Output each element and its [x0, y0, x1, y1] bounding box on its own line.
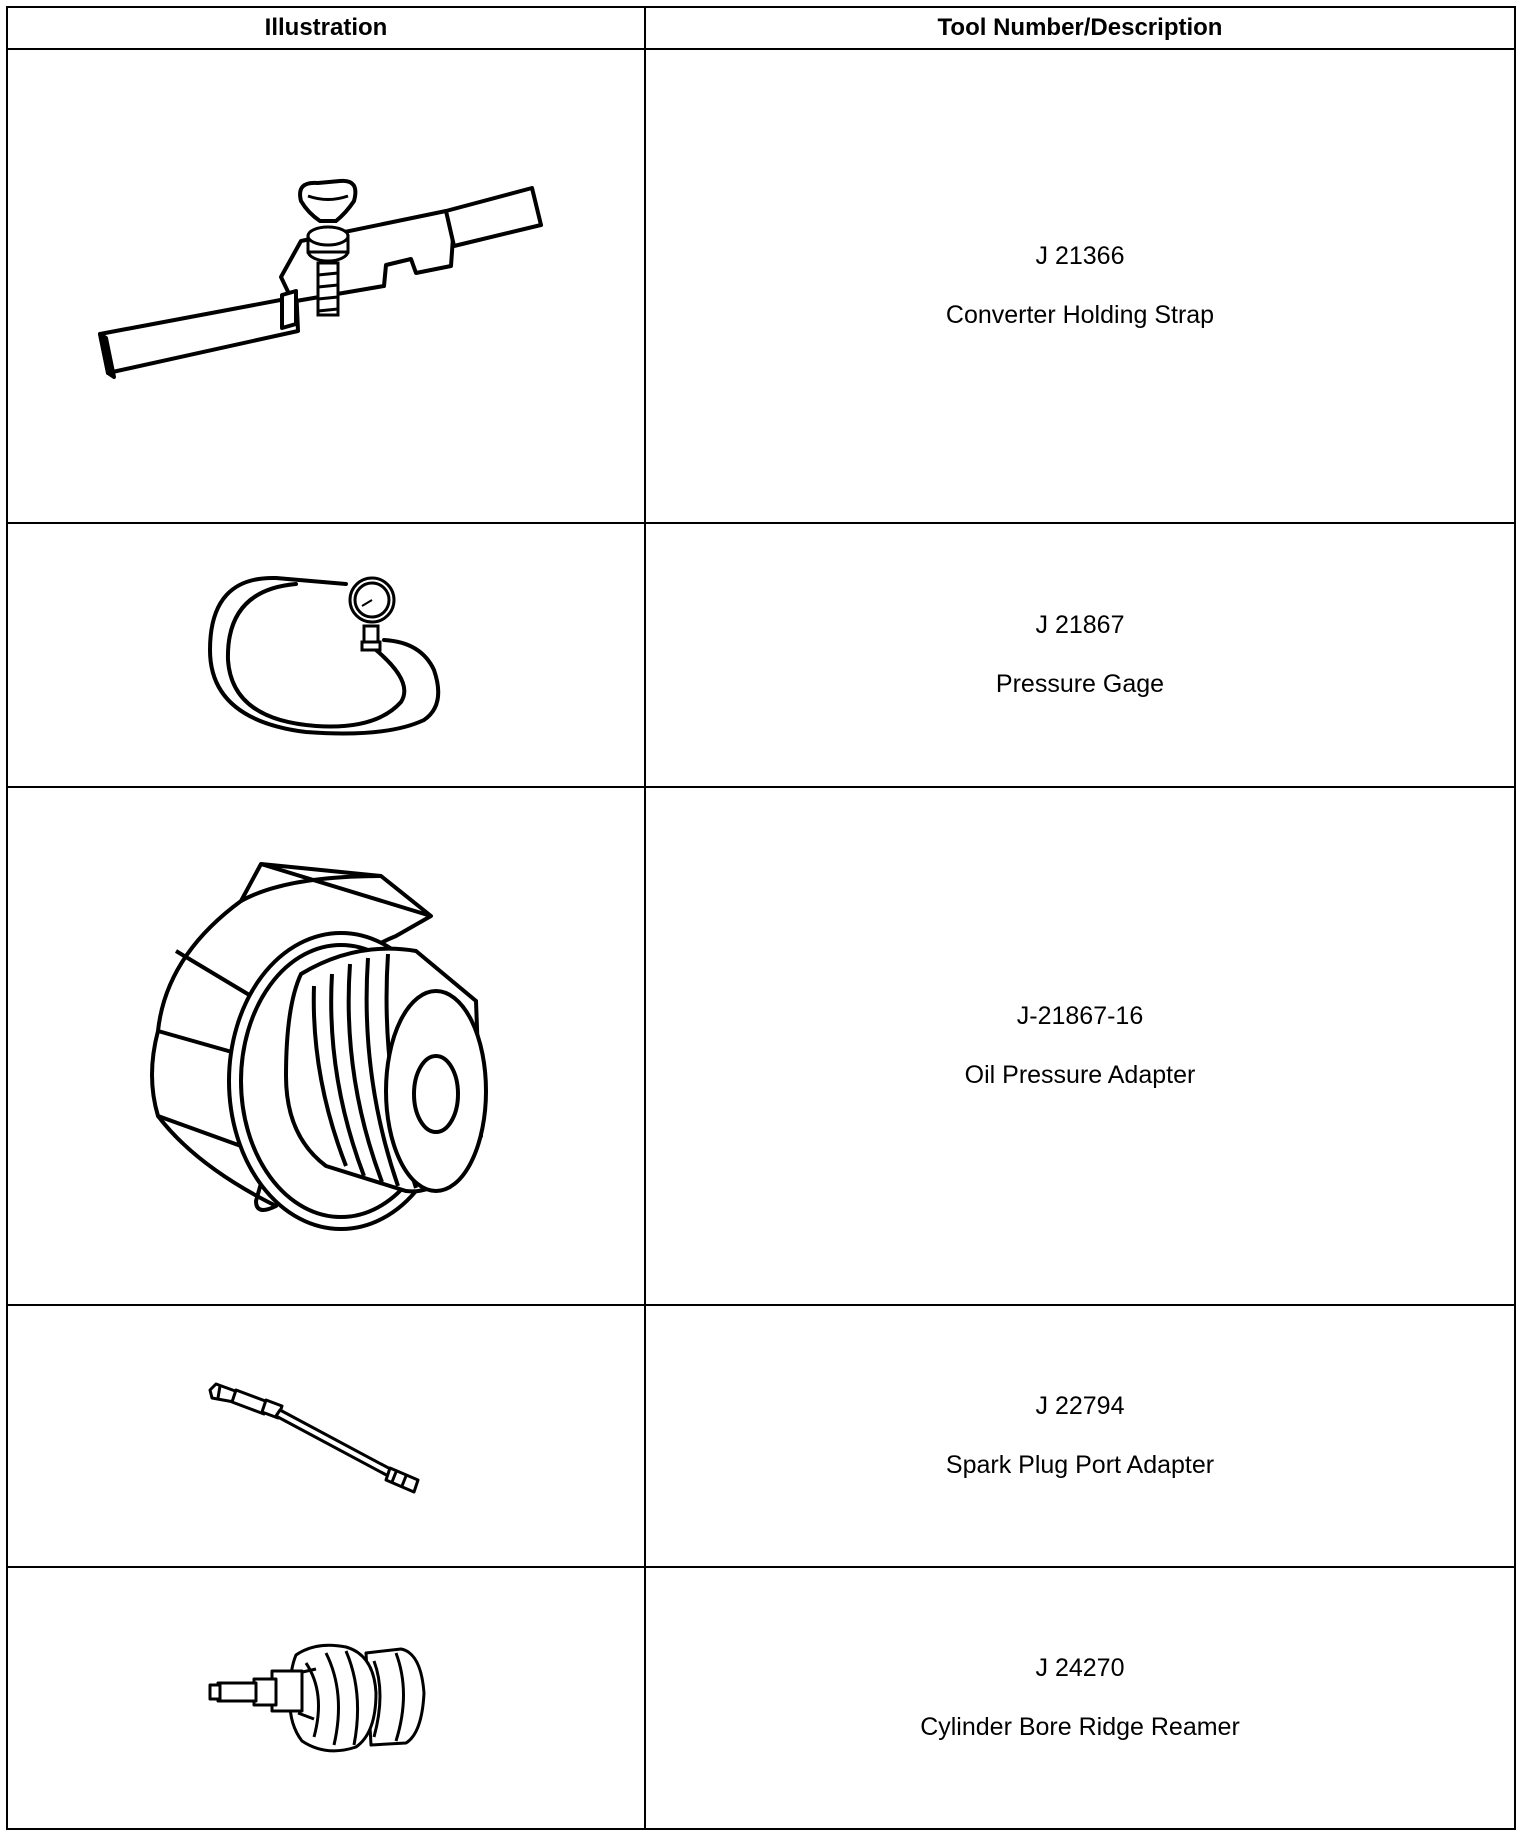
special-tools-table	[6, 6, 1516, 1830]
tool-header: Tool Number/Description	[645, 7, 1515, 49]
description-cell	[645, 523, 1515, 787]
illustration-cell	[7, 787, 645, 1305]
tool-description: Converter Holding Strap	[945, 301, 1215, 329]
tool-description: Oil Pressure Adapter	[964, 1061, 1196, 1089]
illustration-cell	[7, 1567, 645, 1829]
table-row	[7, 523, 1515, 787]
illustration-cell	[7, 49, 645, 523]
table-row	[7, 1305, 1515, 1567]
cylinder-bore-ridge-reamer-icon	[206, 1633, 446, 1763]
tool-number: J 21366	[1035, 242, 1125, 270]
illustration-cell	[7, 523, 645, 787]
tool-number: J 22794	[1035, 1392, 1125, 1420]
header-row	[7, 7, 1515, 49]
tool-number: J 24270	[1035, 1654, 1125, 1682]
table-row	[7, 49, 1515, 523]
oil-pressure-adapter-icon	[136, 846, 516, 1246]
description-cell	[645, 787, 1515, 1305]
description-cell	[645, 1567, 1515, 1829]
table-row	[7, 1567, 1515, 1829]
tool-number: J-21867-16	[1016, 1002, 1144, 1030]
table-row	[7, 787, 1515, 1305]
tool-description: Pressure Gage	[995, 670, 1165, 698]
tool-description: Spark Plug Port Adapter	[945, 1451, 1215, 1479]
description-cell	[645, 1305, 1515, 1567]
converter-holding-strap-icon	[96, 151, 556, 421]
tool-number: J 21867	[1035, 611, 1125, 639]
tool-description: Cylinder Bore Ridge Reamer	[920, 1713, 1240, 1741]
description-cell	[645, 49, 1515, 523]
illustration-header: Illustration	[7, 7, 645, 49]
illustration-cell	[7, 1305, 645, 1567]
pressure-gage-icon	[206, 570, 446, 740]
spark-plug-port-adapter-icon	[206, 1376, 446, 1496]
